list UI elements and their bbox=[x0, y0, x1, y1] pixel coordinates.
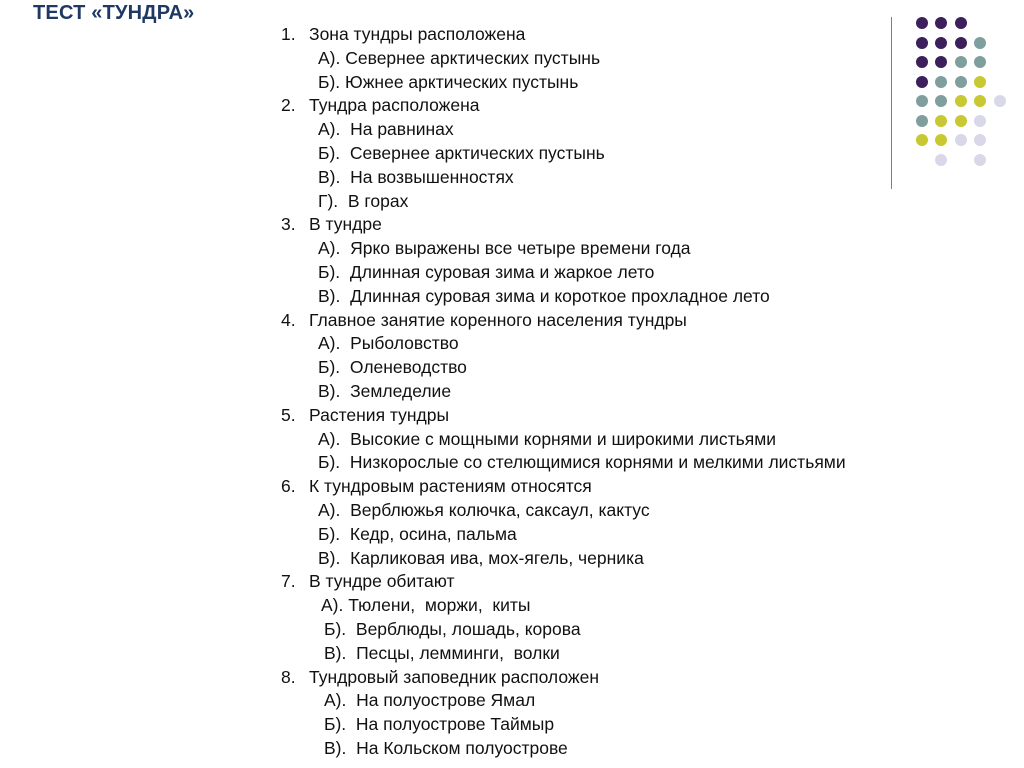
decorative-dot bbox=[955, 76, 967, 88]
decorative-dot bbox=[916, 134, 928, 146]
question-number: 8. bbox=[281, 667, 296, 687]
question-number: 7. bbox=[281, 571, 296, 591]
question-number: 5. bbox=[281, 405, 296, 425]
question bbox=[281, 475, 592, 497]
answer-option: В). На Кольском полуострове bbox=[324, 738, 568, 758]
answer-option: Б). Оленеводство bbox=[318, 357, 467, 377]
question bbox=[281, 309, 687, 331]
question bbox=[281, 213, 382, 235]
decorative-dot bbox=[935, 95, 947, 107]
decorative-dot bbox=[916, 76, 928, 88]
decorative-dot bbox=[935, 134, 947, 146]
answer-option: Б). Южнее арктических пустынь bbox=[318, 72, 579, 92]
decorative-dot bbox=[955, 95, 967, 107]
question-text: К тундровым растениям относятся bbox=[309, 476, 592, 496]
question-text: Тундровый заповедник расположен bbox=[309, 667, 599, 687]
answer-option: А). Севернее арктических пустынь bbox=[318, 48, 601, 68]
question-text: Тундра расположена bbox=[309, 95, 480, 115]
question-text: Зона тундры расположена bbox=[309, 24, 526, 44]
question-number: 1. bbox=[281, 24, 296, 44]
question-number: 3. bbox=[281, 214, 296, 234]
answer-option: В). Длинная суровая зима и короткое прохладное лето bbox=[318, 286, 770, 306]
decorative-dot bbox=[916, 115, 928, 127]
decorative-dot bbox=[916, 56, 928, 68]
answer-option: Г). В горах bbox=[318, 191, 409, 211]
decorative-divider bbox=[891, 17, 892, 189]
decorative-dot bbox=[935, 76, 947, 88]
decorative-dot bbox=[974, 134, 986, 146]
decorative-dot bbox=[916, 95, 928, 107]
decorative-dot bbox=[955, 134, 967, 146]
page-title: ТЕСТ «ТУНДРА» bbox=[33, 2, 195, 24]
question bbox=[281, 23, 525, 45]
answer-option: Б). Низкорослые со стелющимися корнями и мелкими листьями bbox=[318, 452, 846, 472]
question-number: 4. bbox=[281, 310, 296, 330]
answer-option: А). Тюлени, моржи, киты bbox=[321, 595, 531, 615]
decorative-dot bbox=[916, 37, 928, 49]
decorative-dot bbox=[955, 115, 967, 127]
answer-option: Б). Длинная суровая зима и жаркое лето bbox=[318, 262, 655, 282]
decorative-dot bbox=[955, 37, 967, 49]
decorative-dot bbox=[935, 37, 947, 49]
decorative-dot bbox=[994, 95, 1006, 107]
question-text: Главное занятие коренного населения тундры bbox=[309, 310, 687, 330]
decorative-dot bbox=[935, 154, 947, 166]
decorative-dot bbox=[974, 95, 986, 107]
decorative-dot bbox=[916, 17, 928, 29]
answer-option: В). Карликовая ива, мох-ягель, черника bbox=[318, 548, 644, 568]
decorative-dot bbox=[974, 56, 986, 68]
decorative-dot bbox=[974, 76, 986, 88]
question bbox=[281, 570, 455, 592]
question bbox=[281, 404, 449, 426]
decorative-dot bbox=[974, 154, 986, 166]
question-number: 2. bbox=[281, 95, 296, 115]
decorative-dot bbox=[974, 37, 986, 49]
answer-option: А). Ярко выражены все четыре времени года bbox=[318, 238, 691, 258]
decorative-dot bbox=[935, 17, 947, 29]
question-text: В тундре обитают bbox=[309, 571, 455, 591]
question bbox=[281, 666, 599, 688]
decorative-dot bbox=[955, 17, 967, 29]
decorative-dot bbox=[974, 115, 986, 127]
decorative-dot bbox=[935, 56, 947, 68]
answer-option: Б). На полуострове Таймыр bbox=[324, 714, 555, 734]
answer-option: А). На равнинах bbox=[318, 119, 454, 139]
question-number: 6. bbox=[281, 476, 296, 496]
decorative-dot bbox=[935, 115, 947, 127]
answer-option: В). На возвышенностях bbox=[318, 167, 514, 187]
decorative-dot bbox=[955, 56, 967, 68]
question-text: В тундре bbox=[309, 214, 382, 234]
answer-option: Б). Верблюды, лошадь, корова bbox=[324, 619, 581, 639]
answer-option: А). Рыболовство bbox=[318, 333, 459, 353]
question bbox=[281, 94, 479, 116]
answer-option: В). Земледелие bbox=[318, 381, 452, 401]
question-text: Растения тундры bbox=[309, 405, 450, 425]
answer-option: А). Верблюжья колючка, саксаул, кактус bbox=[318, 500, 650, 520]
answer-option: В). Песцы, лемминги, волки bbox=[324, 643, 560, 663]
answer-option: А). Высокие с мощными корнями и широкими листьями bbox=[318, 429, 777, 449]
answer-option: Б). Севернее арктических пустынь bbox=[318, 143, 605, 163]
answer-option: А). На полуострове Ямал bbox=[324, 690, 536, 710]
answer-option: Б). Кедр, осина, пальма bbox=[318, 524, 517, 544]
